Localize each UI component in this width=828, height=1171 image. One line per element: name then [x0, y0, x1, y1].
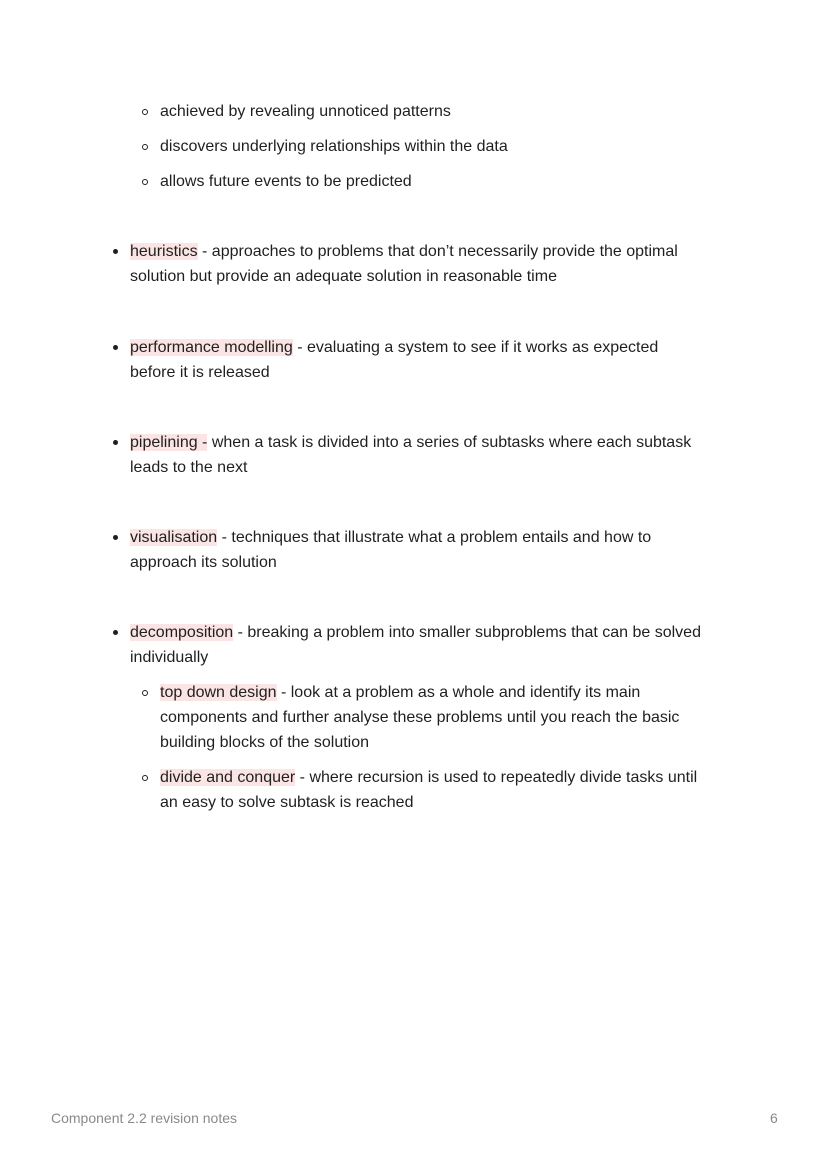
sub-bullet-icon	[142, 179, 148, 185]
term-highlight: divide and conquer	[160, 769, 296, 786]
page-number: 6	[770, 1110, 778, 1126]
list-item-line	[130, 239, 678, 264]
list-item-line	[130, 335, 658, 360]
term-highlight: top down design	[160, 684, 277, 701]
sub-item-text: achieved by revealing unnoticed patterns	[160, 103, 451, 120]
definition-text: approach its solution	[130, 554, 277, 571]
definition-text: individually	[130, 649, 209, 666]
sub-bullet-icon	[142, 690, 148, 696]
list-item-line	[130, 455, 247, 480]
definition-text: - breaking a problem into smaller subproblems that can be solved	[233, 624, 701, 641]
bullet-icon	[113, 630, 118, 635]
bullet-icon	[113, 345, 118, 350]
list-item-line	[130, 620, 701, 645]
sub-bullet-icon	[142, 109, 148, 115]
definition-text: - evaluating a system to see if it works as expected	[292, 339, 659, 356]
sub-item-text: discovers underlying relationships within the data	[160, 138, 508, 155]
sub-list-item-line	[160, 730, 369, 755]
bullet-icon	[113, 535, 118, 540]
definition-text: leads to the next	[130, 459, 248, 476]
term-highlight: performance modelling	[130, 339, 293, 356]
term-highlight: decomposition	[130, 624, 234, 641]
definition-text: - where recursion is used to repeatedly divide tasks until	[295, 769, 698, 786]
definition-text: when a task is divided into a series of subtasks where each subtask	[207, 434, 692, 451]
definition-text: components and further analyse these problems until you reach the basic	[160, 709, 680, 726]
sub-list-item-line	[160, 705, 679, 730]
list-item-line	[130, 430, 691, 455]
definition-text: before it is released	[130, 364, 270, 381]
term-highlight: visualisation	[130, 529, 218, 546]
sub-bullet-icon	[142, 775, 148, 781]
definition-text: - techniques that illustrate what a problem entails and how to	[217, 529, 652, 546]
sub-list-item	[160, 134, 508, 159]
sub-list-item-line	[160, 765, 697, 790]
definition-text: - look at a problem as a whole and identify its main	[276, 684, 641, 701]
list-item-line	[130, 264, 557, 289]
bullet-icon	[113, 249, 118, 254]
sub-list-item	[160, 99, 451, 124]
sub-list-item	[160, 169, 412, 194]
footer-title: Component 2.2 revision notes	[51, 1110, 237, 1126]
sub-bullet-icon	[142, 144, 148, 150]
term-highlight: heuristics	[130, 243, 198, 260]
list-item-line	[130, 360, 270, 385]
bullet-icon	[113, 440, 118, 445]
definition-text: an easy to solve subtask is reached	[160, 794, 414, 811]
sub-list-item-line	[160, 790, 413, 815]
list-item-line	[130, 525, 651, 550]
sub-item-text: allows future events to be predicted	[160, 173, 412, 190]
sub-list-item-line	[160, 680, 640, 705]
definition-text: - approaches to problems that don’t necessarily provide the optimal	[197, 243, 678, 260]
list-item-line	[130, 550, 277, 575]
term-highlight: pipelining -	[130, 434, 208, 451]
list-item-line	[130, 645, 208, 670]
definition-text: solution but provide an adequate solution in reasonable time	[130, 268, 557, 285]
definition-text: building blocks of the solution	[160, 734, 370, 751]
